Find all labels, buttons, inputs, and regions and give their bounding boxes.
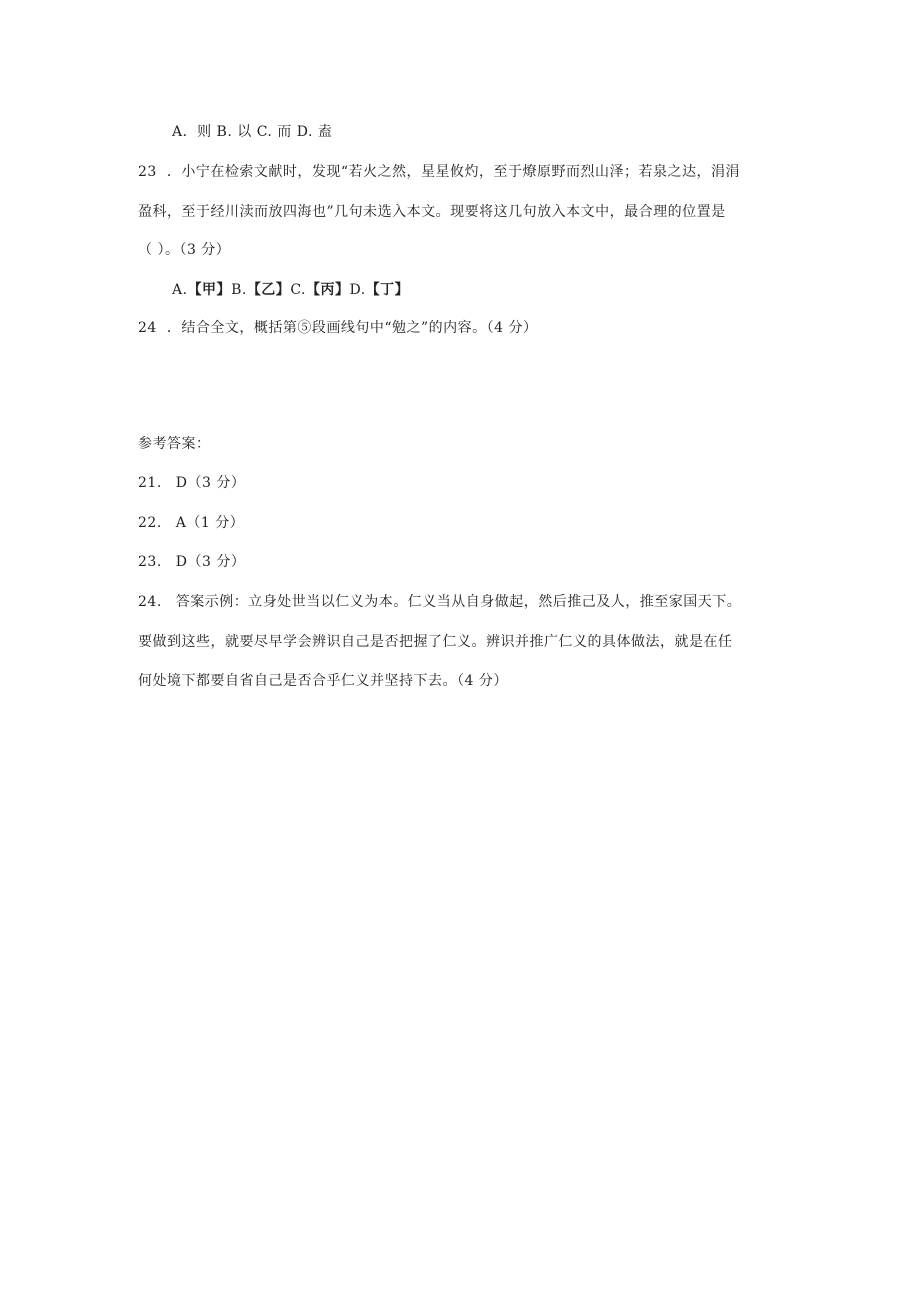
q23-line-1 (138, 162, 740, 182)
q23-options (172, 280, 409, 300)
answer-24-line-3: 何处境下都要自省自己是否合乎仁义并坚持下去。（4 分） (138, 673, 508, 689)
q23-line-2: 盈科，至于经川渎而放四海也”几句未选入本文。现要将这几句放入本文中，最合理的位置是 (138, 204, 726, 220)
answer-22-number: 22. (138, 515, 162, 531)
q23-option-c-prefix: C. (290, 282, 306, 298)
answer-22-text: A（1 分） (175, 515, 245, 531)
q23-option-a: 【甲】 (187, 282, 232, 298)
answers-heading: 参考答案： (138, 436, 211, 452)
answer-21-number: 21. (138, 475, 162, 491)
q23-line-3: （ ）。（3 分） (138, 242, 231, 258)
q23-text-1: ．小宁在检索文献时，发现“若火之然，星星攸灼，至于燎原野而烈山泽；若泉之达，涓涓 (166, 164, 740, 180)
answer-24-text: 答案示例：立身处世当以仁义为本。仁义当从自身做起，然后推己及人，推至家国天下。 (175, 594, 742, 610)
q22-options: A．则 B. 以 C. 而 D. 盍 (172, 124, 333, 140)
q23-option-d-prefix: D. (349, 282, 366, 298)
q24-line (138, 318, 538, 338)
answer-23-number: 23. (138, 554, 162, 570)
q23-number: 23 (138, 164, 157, 180)
answer-24-number: 24. (138, 594, 162, 610)
q24-text: ．结合全文，概括第⑤段画线句中“勉之”的内容。（4 分） (166, 320, 538, 336)
answer-24 (138, 592, 741, 612)
q23-option-b-prefix: B. (231, 282, 247, 298)
answer-24-line-2: 要做到这些，就要尽早学会辨识自己是否把握了仁义。辨识并推广仁义的具体做法，就是在任 (138, 634, 733, 650)
q23-option-a-prefix: A. (172, 282, 188, 298)
q24-number: 24 (138, 320, 157, 336)
answer-23 (138, 552, 245, 572)
answer-23-text: D（3 分） (175, 554, 246, 570)
answer-21 (138, 473, 245, 493)
answer-21-text: D（3 分） (175, 475, 246, 491)
q23-option-d: 【丁】 (365, 282, 410, 298)
q23-option-b: 【乙】 (246, 282, 291, 298)
answer-22 (138, 513, 244, 533)
q23-option-c: 【丙】 (305, 282, 350, 298)
